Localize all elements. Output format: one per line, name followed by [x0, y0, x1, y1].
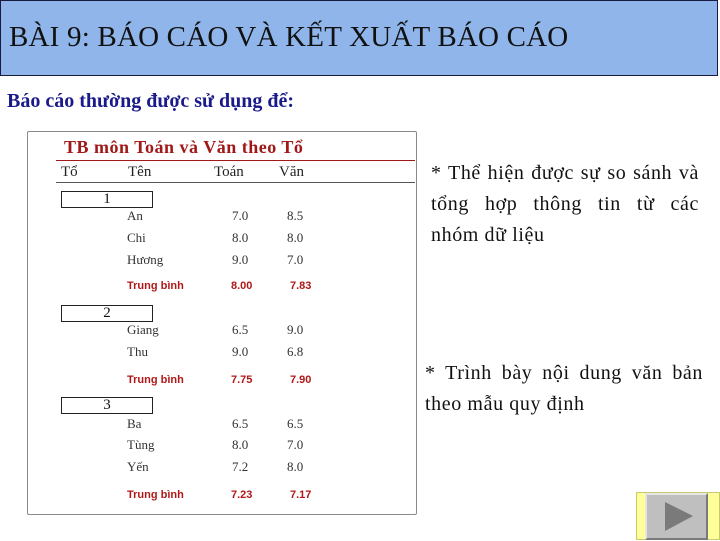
student-name: An — [127, 208, 143, 223]
literature-score: 8.0 — [287, 230, 304, 245]
average-literature: 7.17 — [290, 489, 312, 501]
group-label-3: 3 — [61, 397, 153, 414]
student-name: Tùng — [127, 437, 155, 452]
average-math: 7.23 — [231, 489, 253, 501]
average-math: 8.00 — [231, 280, 253, 292]
average-literature: 7.83 — [290, 280, 312, 292]
math-score: 9.0 — [232, 344, 249, 359]
literature-score: 8.5 — [287, 208, 304, 223]
report-preview — [27, 131, 417, 515]
literature-score: 6.8 — [287, 344, 304, 359]
math-score: 8.0 — [232, 437, 249, 452]
math-score: 6.5 — [232, 322, 249, 337]
math-score: 6.5 — [232, 416, 249, 431]
math-score: 7.0 — [232, 208, 249, 223]
next-slide-button[interactable] — [645, 493, 708, 540]
report-title: TB môn Toán và Văn theo Tổ — [64, 137, 304, 157]
bullet-note-comparison: * Thể hiện được sự so sánh và tổng hợp thông tin từ các nhóm dữ liệu — [431, 162, 699, 246]
arrow-right-icon — [647, 495, 706, 538]
math-score: 9.0 — [232, 252, 249, 267]
average-label: Trung bình — [127, 489, 184, 501]
student-name: Yến — [127, 459, 149, 474]
slide-title: BÀI 9: BÁO CÁO VÀ KẾT XUẤT BÁO CÁO — [9, 21, 569, 53]
student-name: Hương — [127, 252, 164, 267]
group-label-1: 1 — [61, 191, 153, 208]
student-name: Chi — [127, 230, 146, 245]
literature-score: 7.0 — [287, 437, 304, 452]
average-math: 7.75 — [231, 374, 253, 386]
literature-score: 9.0 — [287, 322, 304, 337]
average-literature: 7.90 — [290, 374, 312, 386]
slide-subtitle: Báo cáo thường được sử dụng để: — [7, 90, 295, 112]
group-label-2: 2 — [61, 305, 153, 322]
column-header-name: Tên — [128, 164, 152, 180]
math-score: 7.2 — [232, 459, 249, 474]
average-label: Trung bình — [127, 280, 184, 292]
student-name: Ba — [127, 416, 142, 431]
column-header-math: Toán — [214, 164, 244, 180]
bullet-note-template: * Trình bày nội dung văn bản theo mẫu quy định — [425, 362, 703, 415]
column-header-group: Tổ — [61, 164, 78, 180]
literature-score: 7.0 — [287, 252, 304, 267]
literature-score: 8.0 — [287, 459, 304, 474]
math-score: 8.0 — [232, 230, 249, 245]
student-name: Thu — [127, 344, 148, 359]
column-header-literature: Văn — [279, 164, 304, 180]
average-label: Trung bình — [127, 374, 184, 386]
literature-score: 6.5 — [287, 416, 304, 431]
report-title-divider — [56, 160, 415, 161]
student-name: Giang — [127, 322, 159, 337]
slide-title-bar — [0, 0, 718, 76]
header-divider — [56, 182, 415, 183]
